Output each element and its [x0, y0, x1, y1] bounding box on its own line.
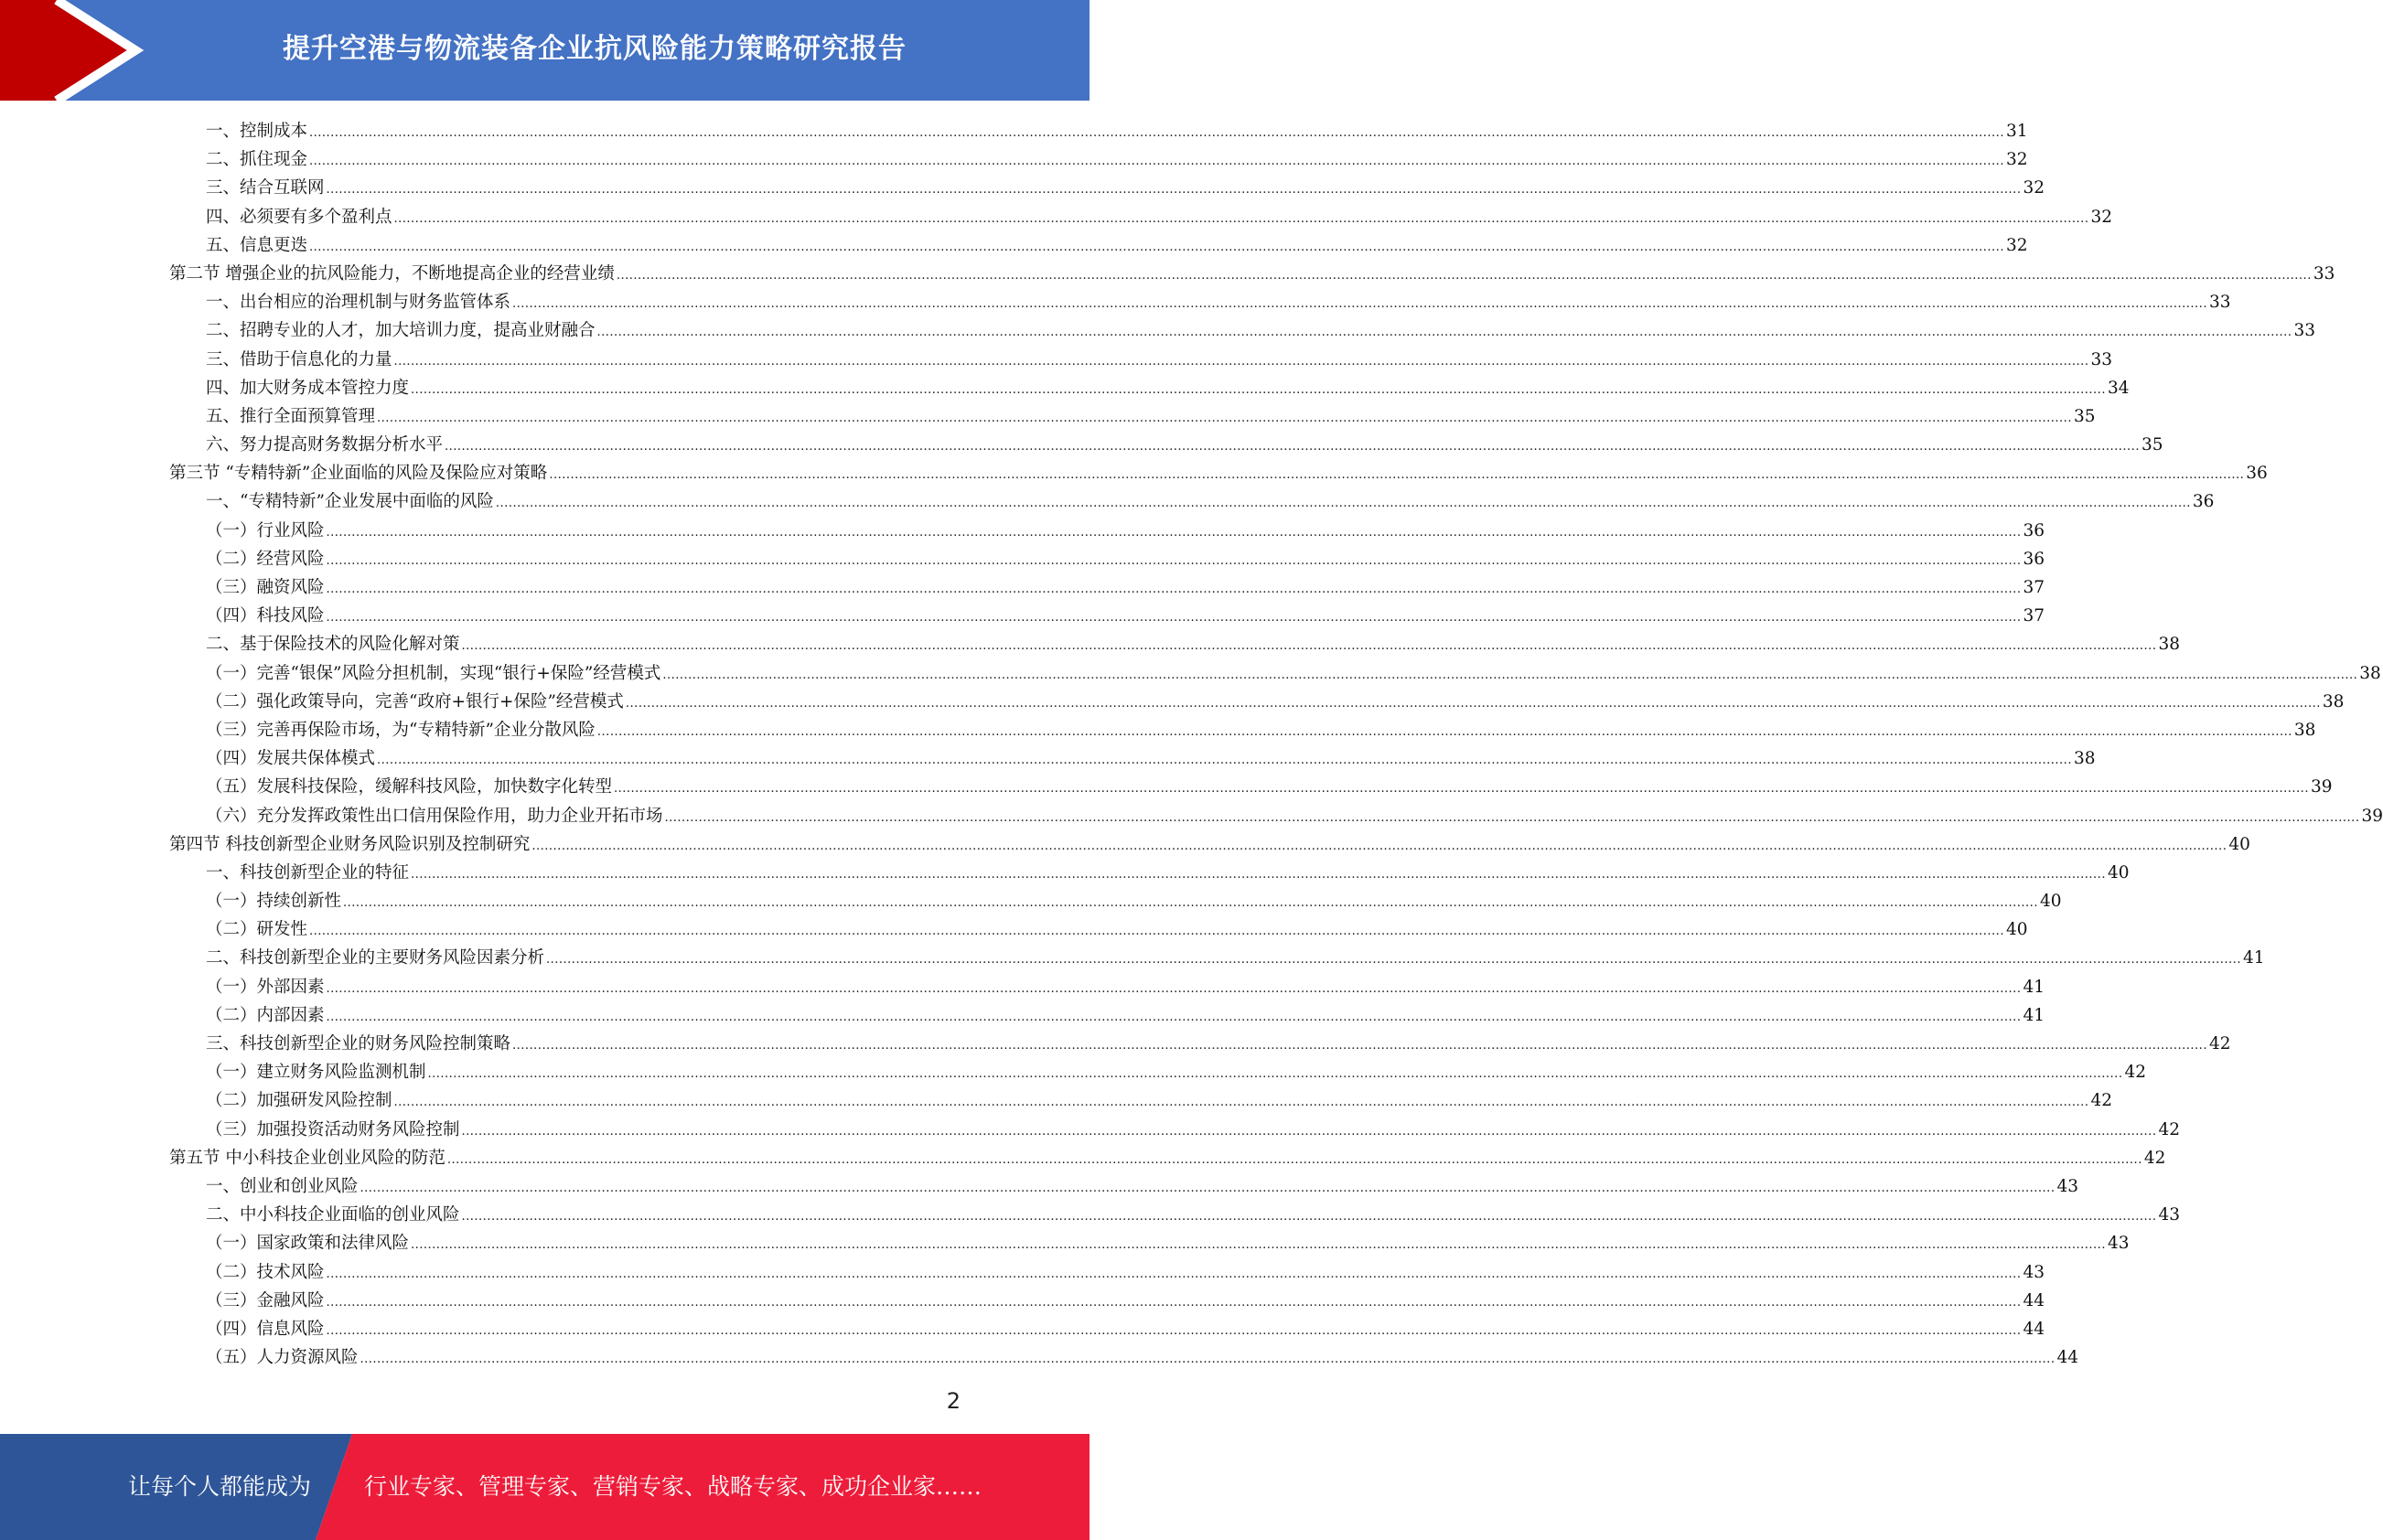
toc-entry[interactable] [169, 517, 2045, 545]
toc-entry-page-number: 42 [2124, 1063, 2146, 1083]
toc-entry-label: （四）信息风险 [206, 1319, 325, 1339]
toc-entry[interactable] [169, 973, 2045, 1001]
toc-dot-leader: ................................................................................................................................................................................................................................................................................................................................................................................................................ [495, 497, 2191, 511]
toc-dot-leader: ................................................................................................................................................................................................................................................................................................................................................................................................................ [446, 1152, 2142, 1167]
toc-entry-page-number: 39 [2361, 806, 2383, 826]
toc-entry-page-number: 40 [2005, 920, 2028, 940]
toc-dot-leader: ................................................................................................................................................................................................................................................................................................................................................................................................................ [411, 867, 2106, 882]
toc-entry-page-number: 44 [2056, 1348, 2078, 1368]
toc-entry-label: （五）发展科技保险，缓解科技风险，加快数字化转型 [206, 777, 613, 797]
toc-dot-leader: ................................................................................................................................................................................................................................................................................................................................................................................................................ [393, 211, 2089, 226]
toc-entry[interactable] [169, 374, 2130, 402]
toc-dot-leader: ................................................................................................................................................................................................................................................................................................................................................................................................................ [616, 268, 2312, 283]
toc-dot-leader: ................................................................................................................................................................................................................................................................................................................................................................................................................ [326, 1010, 2022, 1024]
toc-entry-label: （一）持续创新性 [206, 892, 342, 912]
toc-entry-page-number: 42 [2090, 1091, 2112, 1111]
document-title: 提升空港与物流装备企业抗风险能力策略研究报告 [283, 33, 907, 65]
toc-entry-page-number: 33 [2208, 293, 2231, 313]
toc-entry-label: 二、招聘专业的人才，加大培训力度，提高业财融合 [206, 321, 596, 341]
toc-entry-label: （二）研发性 [206, 920, 308, 940]
toc-entry-label: 一、创业和创业风险 [206, 1176, 359, 1196]
toc-dot-leader: ................................................................................................................................................................................................................................................................................................................................................................................................................ [461, 1124, 2157, 1139]
toc-entry-label: 四、加大财务成本管控力度 [206, 378, 410, 398]
toc-entry-page-number: 42 [2158, 1119, 2180, 1139]
toc-entry[interactable] [169, 630, 2180, 658]
toc-entry[interactable] [169, 1001, 2045, 1030]
toc-entry-page-number: 32 [2005, 235, 2028, 255]
toc-dot-leader: ................................................................................................................................................................................................................................................................................................................................................................................................................ [326, 1295, 2022, 1310]
toc-entry-page-number: 43 [2023, 1262, 2045, 1282]
toc-entry-page-number: 35 [2141, 435, 2163, 455]
toc-entry-page-number: 39 [2310, 777, 2333, 797]
toc-entry-label: （六）充分发挥政策性出口信用保险作用，助力企业开拓市场 [206, 806, 663, 826]
toc-entry-label: （四）科技风险 [206, 606, 325, 626]
toc-entry[interactable] [169, 1343, 2078, 1372]
toc-entry-label: 第二节 增强企业的抗风险能力，不断地提高企业的经营业绩 [169, 263, 615, 283]
toc-dot-leader: ................................................................................................................................................................................................................................................................................................................................................................................................................ [326, 1267, 2022, 1281]
toc-entry[interactable] [169, 1201, 2180, 1229]
toc-entry-label: 二、科技创新型企业的主要财务风险因素分析 [206, 948, 545, 968]
toc-entry-label: 三、借助于信息化的力量 [206, 349, 392, 369]
toc-entry-page-number: 37 [2023, 606, 2045, 626]
toc-entry-page-number: 41 [2242, 948, 2265, 968]
toc-entry-label: 第四节 科技创新型企业财务风险识别及控制研究 [169, 834, 531, 854]
toc-dot-leader: ................................................................................................................................................................................................................................................................................................................................................................................................................ [377, 754, 2072, 768]
toc-entry[interactable] [169, 402, 2096, 431]
toc-entry-label: 第三节 “专精特新”企业面临的风险及保险应对策略 [169, 464, 548, 484]
toc-entry[interactable] [169, 1030, 2231, 1058]
toc-entry-label: （一）行业风险 [206, 520, 325, 540]
page-header [0, 0, 1090, 101]
toc-dot-leader: ................................................................................................................................................................................................................................................................................................................................................................................................................ [596, 326, 2292, 340]
toc-entry-page-number: 36 [2023, 549, 2045, 569]
toc-entry-label: 五、信息更迭 [206, 235, 308, 255]
table-of-contents [169, 117, 2383, 1372]
toc-dot-leader: ................................................................................................................................................................................................................................................................................................................................................................................................................ [309, 126, 2004, 140]
toc-entry-label: 一、“专精特新”企业发展中面临的风险 [206, 492, 494, 512]
toc-entry-page-number: 34 [2107, 378, 2130, 398]
toc-entry-page-number: 43 [2056, 1176, 2078, 1196]
toc-entry-page-number: 36 [2023, 520, 2045, 540]
toc-dot-leader: ................................................................................................................................................................................................................................................................................................................................................................................................................ [393, 354, 2089, 369]
toc-entry-page-number: 35 [2073, 406, 2096, 426]
toc-entry[interactable] [169, 1058, 2146, 1086]
toc-entry[interactable] [169, 316, 2315, 345]
toc-dot-leader: ................................................................................................................................................................................................................................................................................................................................................................................................................ [309, 240, 2004, 254]
toc-section-entry[interactable] [169, 830, 2250, 859]
toc-entry[interactable] [169, 203, 2112, 231]
toc-entry[interactable] [169, 1172, 2078, 1201]
toc-entry-page-number: 42 [2208, 1034, 2231, 1053]
toc-dot-leader: ................................................................................................................................................................................................................................................................................................................................................................................................................ [326, 525, 2022, 540]
toc-entry[interactable] [169, 716, 2316, 744]
toc-entry-page-number: 43 [2107, 1234, 2130, 1254]
toc-entry-label: 第五节 中小科技企业创业风险的防范 [169, 1148, 445, 1168]
toc-entry[interactable] [169, 174, 2045, 202]
toc-dot-leader: ................................................................................................................................................................................................................................................................................................................................................................................................................ [360, 1353, 2056, 1367]
toc-dot-leader: ................................................................................................................................................................................................................................................................................................................................................................................................................ [461, 1210, 2157, 1225]
toc-entry-label: 二、中小科技企业面临的创业风险 [206, 1205, 460, 1225]
toc-entry[interactable] [169, 744, 2096, 773]
toc-dot-leader: ................................................................................................................................................................................................................................................................................................................................................................................................................ [326, 583, 2022, 596]
toc-entry-label: 一、科技创新型企业的特征 [206, 862, 410, 882]
toc-entry-label: （二）经营风险 [206, 549, 325, 569]
toc-entry[interactable] [169, 1229, 2130, 1257]
toc-entry-label: （二）内部因素 [206, 1005, 325, 1025]
footer-slogan-left: 让每个人都能成为 [128, 1473, 312, 1500]
toc-entry-page-number: 38 [2073, 749, 2096, 769]
toc-entry-page-number: 40 [2107, 862, 2130, 882]
toc-entry-page-number: 31 [2005, 122, 2028, 141]
footer-slogan-right: 行业专家、管理专家、营销专家、战略专家、成功企业家…… [364, 1473, 982, 1500]
toc-entry[interactable] [169, 545, 2045, 573]
toc-dot-leader: ................................................................................................................................................................................................................................................................................................................................................................................................................ [309, 155, 2004, 169]
toc-entry-page-number: 41 [2023, 1005, 2045, 1025]
toc-dot-leader: ................................................................................................................................................................................................................................................................................................................................................................................................................ [309, 925, 2004, 939]
toc-dot-leader: ................................................................................................................................................................................................................................................................................................................................................................................................................ [512, 1039, 2207, 1053]
toc-entry-label: 二、基于保险技术的风险化解对策 [206, 635, 460, 655]
toc-dot-leader: ................................................................................................................................................................................................................................................................................................................................................................................................................ [393, 1096, 2089, 1110]
toc-entry[interactable] [169, 1258, 2045, 1287]
toc-entry-label: 六、努力提高财务数据分析水平 [206, 435, 444, 455]
toc-entry[interactable] [169, 1287, 2045, 1315]
toc-dot-leader: ................................................................................................................................................................................................................................................................................................................................................................................................................ [411, 1238, 2106, 1253]
toc-entry-label: （一）建立财务风险监测机制 [206, 1063, 426, 1083]
toc-entry-page-number: 32 [2090, 207, 2112, 227]
toc-dot-leader: ................................................................................................................................................................................................................................................................................................................................................................................................................ [326, 1323, 2022, 1338]
toc-entry-label: （一）国家政策和法律风险 [206, 1234, 410, 1254]
toc-entry-label: 三、科技创新型企业的财务风险控制策略 [206, 1034, 511, 1053]
toc-entry[interactable] [169, 1086, 2112, 1115]
toc-entry[interactable] [169, 915, 2028, 944]
toc-entry[interactable] [169, 573, 2045, 602]
toc-entry-page-number: 44 [2023, 1319, 2045, 1339]
toc-entry-page-number: 38 [2322, 691, 2345, 711]
toc-dot-leader: ................................................................................................................................................................................................................................................................................................................................................................................................................ [461, 639, 2157, 654]
toc-entry-page-number: 33 [2293, 321, 2315, 341]
toc-entry[interactable] [169, 659, 2381, 688]
toc-entry[interactable] [169, 346, 2112, 374]
toc-entry[interactable] [169, 602, 2045, 630]
toc-section-entry[interactable] [169, 1144, 2166, 1172]
toc-dot-leader: ................................................................................................................................................................................................................................................................................................................................................................................................................ [427, 1067, 2123, 1082]
toc-entry[interactable] [169, 944, 2265, 972]
toc-entry-label: 四、必须要有多个盈利点 [206, 207, 392, 227]
toc-entry-page-number: 38 [2158, 635, 2180, 655]
toc-dot-leader: ................................................................................................................................................................................................................................................................................................................................................................................................................ [662, 668, 2358, 682]
toc-entry-page-number: 33 [2313, 263, 2335, 283]
toc-entry[interactable] [169, 487, 2215, 516]
toc-entry[interactable] [169, 802, 2383, 830]
toc-entry-page-number: 38 [2293, 720, 2316, 740]
toc-dot-leader: ................................................................................................................................................................................................................................................................................................................................................................................................................ [326, 981, 2022, 996]
toc-entry-label: 一、控制成本 [206, 122, 308, 141]
toc-dot-leader: ................................................................................................................................................................................................................................................................................................................................................................................................................ [377, 411, 2072, 425]
toc-entry[interactable] [169, 117, 2028, 145]
toc-entry-label: （五）人力资源风险 [206, 1348, 359, 1368]
toc-entry-page-number: 38 [2359, 663, 2381, 683]
toc-entry-page-number: 43 [2158, 1205, 2180, 1225]
toc-entry[interactable] [169, 288, 2231, 316]
toc-entry-page-number: 32 [2023, 178, 2045, 198]
toc-entry-label: （一）外部因素 [206, 977, 325, 997]
toc-entry-label: （四）发展共保体模式 [206, 749, 376, 769]
toc-dot-leader: ................................................................................................................................................................................................................................................................................................................................................................................................................ [326, 611, 2022, 626]
toc-dot-leader: ................................................................................................................................................................................................................................................................................................................................................................................................................ [326, 553, 2022, 568]
page-footer [0, 1434, 1090, 1540]
toc-dot-leader: ................................................................................................................................................................................................................................................................................................................................................................................................................ [625, 696, 2321, 711]
toc-entry[interactable] [169, 887, 2062, 915]
toc-entry-label: 一、出台相应的治理机制与财务监管体系 [206, 293, 511, 313]
toc-entry-page-number: 42 [2143, 1148, 2166, 1168]
toc-entry-label: （三）完善再保险市场，为“专精特新”企业分散风险 [206, 720, 596, 740]
toc-entry-page-number: 37 [2023, 578, 2045, 597]
toc-entry[interactable] [169, 431, 2163, 459]
toc-entry-label: （二）加强研发风险控制 [206, 1091, 392, 1111]
toc-entry[interactable] [169, 1116, 2180, 1144]
toc-dot-leader: ................................................................................................................................................................................................................................................................................................................................................................................................................ [445, 440, 2140, 455]
toc-dot-leader: ................................................................................................................................................................................................................................................................................................................................................................................................................ [343, 896, 2038, 911]
toc-entry-page-number: 36 [2192, 492, 2215, 512]
toc-dot-leader: ................................................................................................................................................................................................................................................................................................................................................................................................................ [512, 297, 2207, 312]
toc-entry[interactable] [169, 1315, 2045, 1343]
toc-entry-page-number: 36 [2246, 464, 2268, 484]
toc-section-entry[interactable] [169, 459, 2268, 487]
page-number: 2 [946, 1388, 961, 1414]
toc-entry-label: （一）完善“银保”风险分担机制，实现“银行+保险”经营模式 [206, 663, 661, 683]
toc-dot-leader: ................................................................................................................................................................................................................................................................................................................................................................................................................ [546, 953, 2241, 968]
toc-entry-label: 三、结合互联网 [206, 178, 325, 198]
toc-dot-leader: ................................................................................................................................................................................................................................................................................................................................................................................................................ [549, 468, 2245, 483]
toc-entry-page-number: 44 [2023, 1290, 2045, 1310]
toc-entry-label: （三）加强投资活动财务风险控制 [206, 1119, 460, 1139]
toc-entry[interactable] [169, 231, 2028, 260]
toc-entry-label: （二）强化政策导向，完善“政府+银行+保险”经营模式 [206, 691, 624, 711]
toc-entry[interactable] [169, 688, 2345, 716]
toc-entry-label: 二、抓住现金 [206, 150, 308, 170]
toc-entry-label: （二）技术风险 [206, 1262, 325, 1282]
toc-dot-leader: ................................................................................................................................................................................................................................................................................................................................................................................................................ [664, 810, 2360, 825]
toc-dot-leader: ................................................................................................................................................................................................................................................................................................................................................................................................................ [360, 1181, 2056, 1195]
toc-entry-page-number: 33 [2090, 349, 2112, 369]
toc-entry[interactable] [169, 145, 2028, 174]
toc-dot-leader: ................................................................................................................................................................................................................................................................................................................................................................................................................ [411, 382, 2106, 397]
toc-entry[interactable] [169, 773, 2333, 801]
toc-dot-leader: ................................................................................................................................................................................................................................................................................................................................................................................................................ [614, 782, 2309, 797]
toc-entry-page-number: 32 [2005, 150, 2028, 170]
toc-entry-page-number: 40 [2039, 892, 2062, 912]
toc-entry[interactable] [169, 859, 2130, 887]
toc-entry-page-number: 41 [2023, 977, 2045, 997]
toc-dot-leader: ................................................................................................................................................................................................................................................................................................................................................................................................................ [326, 183, 2022, 198]
toc-entry-label: 五、推行全面预算管理 [206, 406, 376, 426]
toc-dot-leader: ................................................................................................................................................................................................................................................................................................................................................................................................................ [531, 839, 2227, 853]
toc-entry-page-number: 40 [2228, 834, 2250, 854]
toc-entry-label: （三）融资风险 [206, 578, 325, 597]
toc-entry-label: （三）金融风险 [206, 1290, 325, 1310]
toc-section-entry[interactable] [169, 260, 2335, 288]
toc-dot-leader: ................................................................................................................................................................................................................................................................................................................................................................................................................ [596, 724, 2292, 739]
